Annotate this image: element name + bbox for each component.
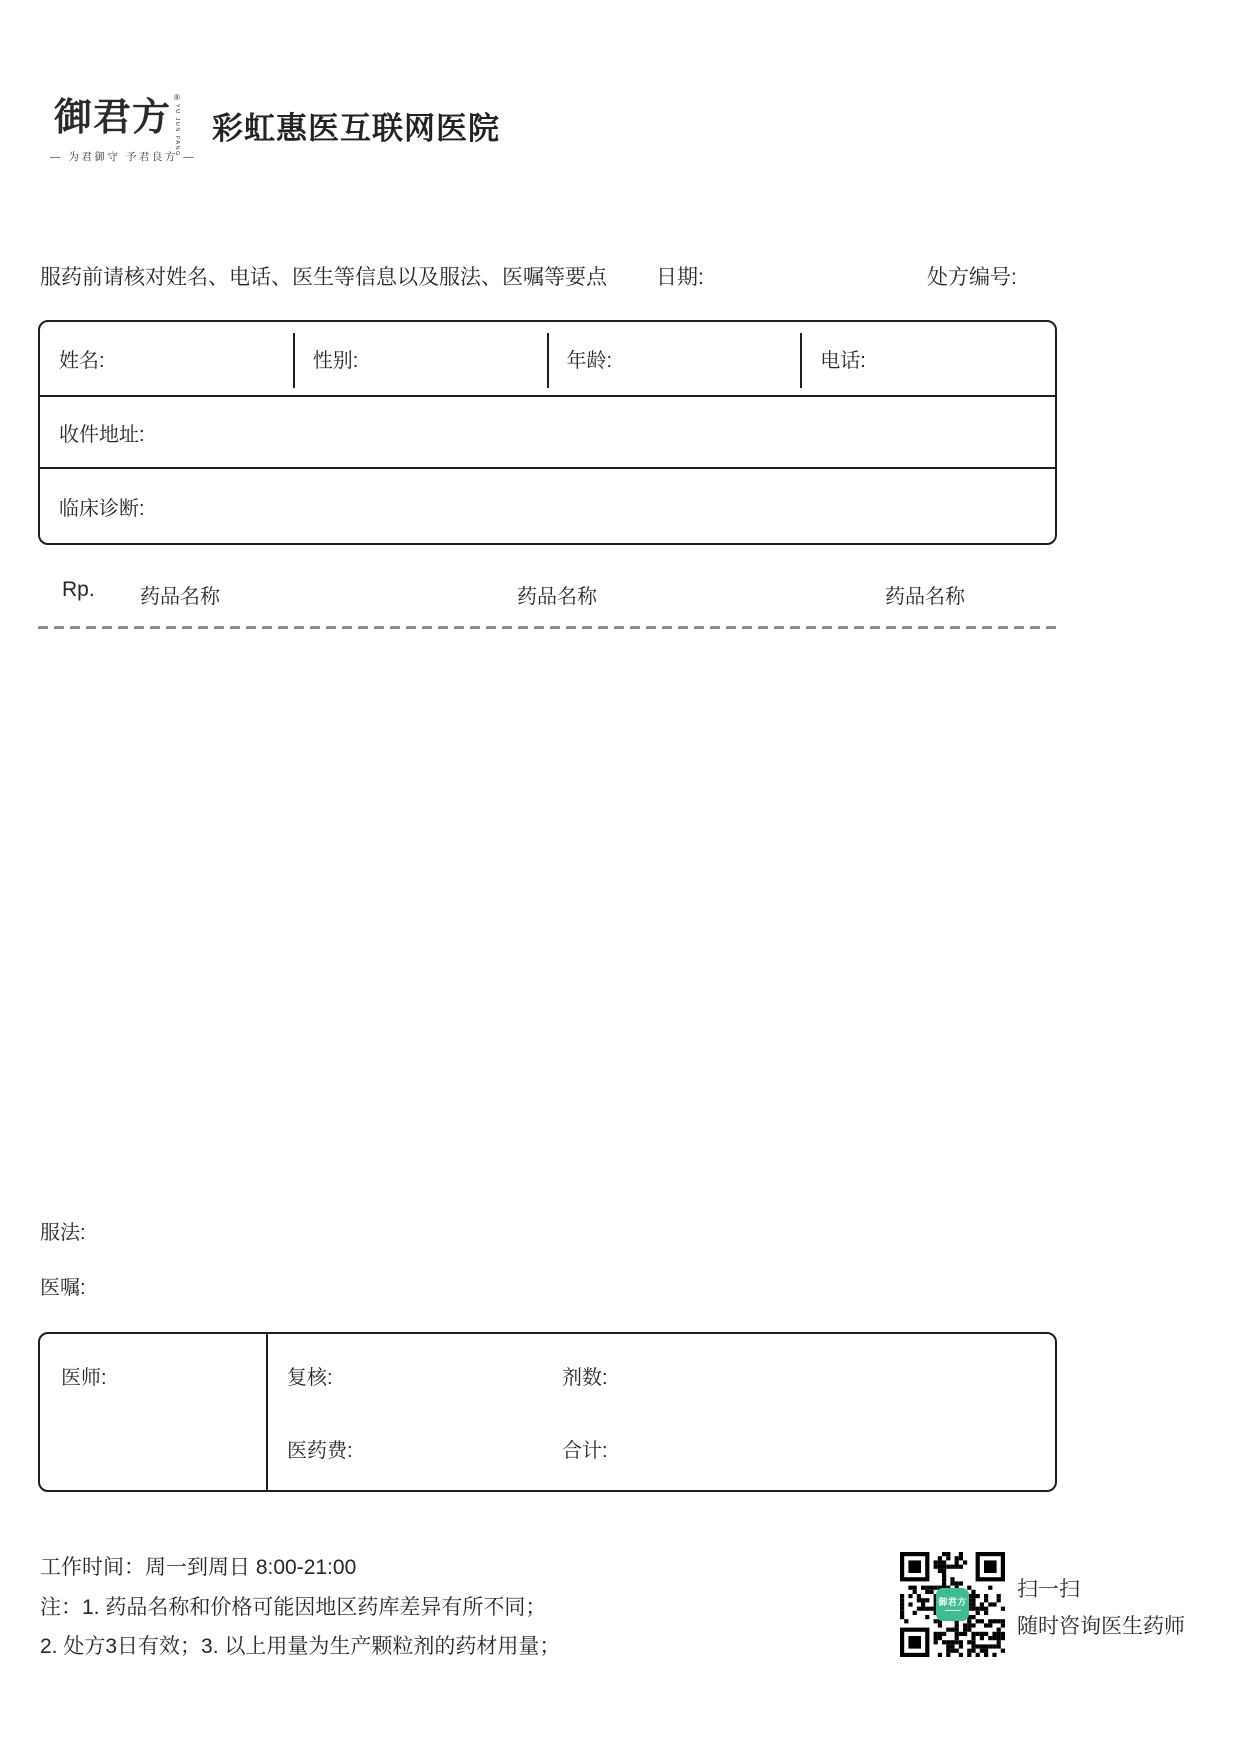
patient-row-basic	[40, 322, 1055, 395]
qr-finder-top-left	[900, 1552, 929, 1581]
patient-diagnosis-label: 临床诊断:	[59, 497, 145, 520]
brand-vertical-text: YU JUN FANG	[174, 104, 180, 157]
qr-finder-top-right	[976, 1552, 1005, 1581]
patient-address-label: 收件地址:	[59, 423, 145, 446]
usage-label: 服法:	[40, 1222, 86, 1244]
brand-logo: 御君方	[54, 94, 172, 139]
brand-logo-side	[170, 94, 184, 157]
registered-trademark-icon: ®	[174, 93, 180, 102]
patient-info-box	[38, 320, 1057, 545]
signature-box-divider	[266, 1334, 268, 1490]
drug-name-column-3: 药品名称	[885, 586, 965, 608]
qr-center-rule	[945, 1610, 961, 1611]
patient-address-field	[40, 397, 1055, 467]
patient-diagnosis-field	[40, 469, 1055, 543]
signature-box	[38, 1332, 1057, 1492]
patient-name-label: 姓名:	[59, 350, 105, 372]
prescription-number-label: 处方编号:	[927, 266, 1017, 289]
total-label: 合计:	[562, 1440, 608, 1462]
rp-label: Rp.	[62, 578, 95, 601]
doctor-advice-label: 医嘱:	[40, 1277, 86, 1299]
check-notice-text: 服药前请核对姓名、电话、医生等信息以及服法、医嘱等要点	[40, 266, 607, 289]
qr-center-badge	[936, 1588, 969, 1621]
patient-name-field	[40, 322, 294, 395]
brand-tagline: — 为君御守 予君良方 —	[50, 151, 197, 163]
patient-age-label: 年龄:	[566, 350, 613, 372]
medicine-fee-label: 医药费:	[287, 1440, 353, 1462]
scan-label: 扫一扫	[1017, 1578, 1080, 1601]
hospital-title: 彩虹惠医互联网医院	[212, 111, 500, 146]
drug-name-column-1: 药品名称	[140, 586, 220, 608]
working-hours-text: 工作时间：周一到周日 8:00-21:00	[40, 1556, 357, 1579]
note-line-1: 注：1. 药品名称和价格可能因地区药库差异有所不同；	[40, 1596, 547, 1619]
review-label: 复核:	[287, 1367, 333, 1389]
qr-code	[900, 1552, 1005, 1657]
patient-age-field	[548, 322, 802, 395]
doctor-label: 医师:	[61, 1367, 107, 1389]
dose-count-label: 剂数:	[562, 1367, 608, 1389]
patient-phone-label: 电话:	[820, 350, 866, 372]
qr-finder-bottom-left	[900, 1628, 929, 1657]
date-label: 日期:	[656, 266, 704, 289]
patient-phone-field	[801, 322, 1055, 395]
drug-name-column-2: 药品名称	[517, 586, 597, 608]
scan-sub-label: 随时咨询医生药师	[1017, 1615, 1185, 1638]
patient-gender-label: 性别:	[312, 350, 359, 372]
qr-center-label: 御君方	[938, 1597, 967, 1608]
note-line-2: 2. 处方3日有效；3. 以上用量为生产颗粒剂的药材用量；	[40, 1635, 561, 1658]
patient-gender-field	[294, 322, 548, 395]
rp-dashed-divider	[38, 626, 1057, 629]
